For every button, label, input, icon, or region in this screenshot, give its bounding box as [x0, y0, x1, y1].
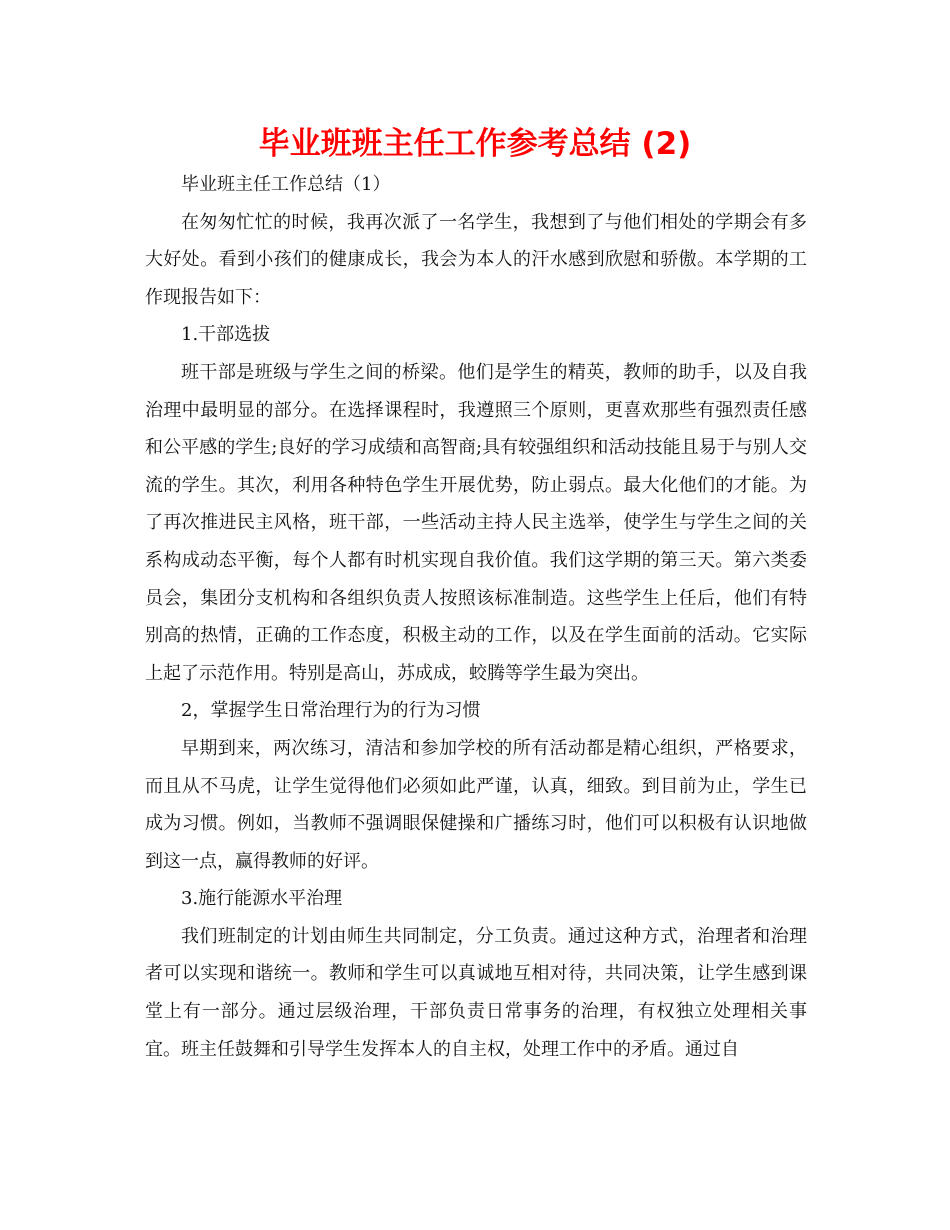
- section-heading-3: 3.施行能源水平治理: [181, 888, 343, 910]
- section-paragraph-3: 我们班制定的计划由师生共同制定，分工负责。通过这种方式，治理者和治理者可以实现和谐统一。教师和学生可以真诚地互相对待，共同决策，让学生感到课堂上有一部分。通过层级治理，干部负责日常事务的治理，有权独立处理相关事宜。班主任鼓舞和引导学生发挥本人的自主权，处理工作中的矛盾。通过自: [145, 925, 807, 1060]
- section-heading-2: 2，掌握学生日常治理行为的行为习惯: [181, 700, 481, 722]
- subtitle-paragraph: 毕业班主任工作总结（1）: [181, 174, 391, 195]
- section-heading-1: 1.干部选拔: [181, 324, 271, 346]
- document-title: 毕业班班主任工作参考总结 (2): [258, 126, 692, 162]
- document-body: [145, 166, 807, 1068]
- section-paragraph-1: 班干部是班级与学生之间的桥梁。他们是学生的精英，教师的助手，以及自我治理中最明显的部分。在选择课程时，我遵照三个原则，更喜欢那些有强烈责任感和公平感的学生;良好的学习成绩和高智商;具有较强组织和活动技能且易于与别人交流的学生。其次，利用各种特色学生开展优势，防止弱点。最大化他们的才能。为了再次推进民主风格，班干部，一些活动主持人民主选举，使学生与学生之间的关系构成动态平衡，每个人都有时机实现自我价值。我们这学期的第三天。第六类委员会，集团分支机构和各组织负责人按照该标准制造。这些学生上任后，他们有特别高的热情，正确的工作态度，积极主动的工作，以及在学生面前的活动。它实际上起了示范作用。特别是高山，苏成成，蛟腾等学生最为突出。: [145, 361, 807, 684]
- section-paragraph-2: 早期到来，两次练习，清洁和参加学校的所有活动都是精心组织，严格要求，而且从不马虎，让学生觉得他们必须如此严谨，认真，细致。到目前为止，学生已成为习惯。例如，当教师不强调眼保健操和广播练习时，他们可以积极有认识地做到这一点，赢得教师的好评。: [145, 737, 807, 872]
- intro-paragraph: 在匆匆忙忙的时候，我再次派了一名学生，我想到了与他们相处的学期会有多大好处。看到小孩们的健康成长，我会为本人的汗水感到欣慰和骄傲。本学期的工作现报告如下：: [145, 211, 807, 308]
